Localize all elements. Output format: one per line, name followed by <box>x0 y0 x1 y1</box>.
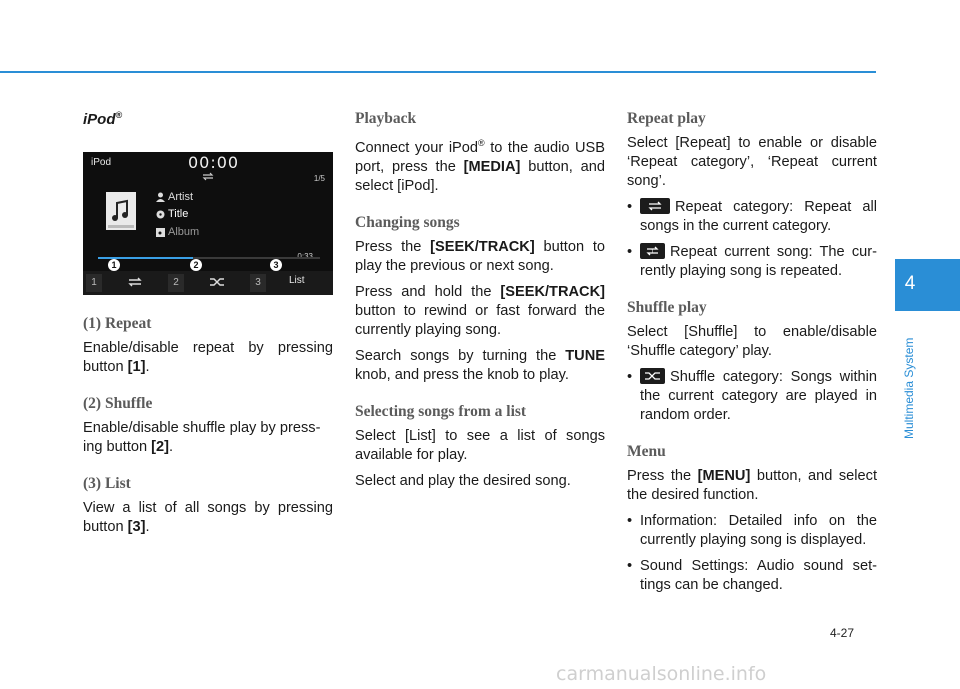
repeat-status-icon <box>201 172 215 181</box>
album-label: Album <box>168 226 200 238</box>
list-item: • Shuffle category: Songs within the current category are played in random order. <box>627 368 877 425</box>
repeat-category-icon <box>640 198 670 214</box>
track-count: 1/5 <box>313 174 325 183</box>
shuffle-play-heading: Shuffle play <box>627 299 707 316</box>
changing-text-3: Search songs by turning the TUNE knob, and press the knob to play. <box>355 347 605 383</box>
menu-text: Press the [MENU] button, and select the desired function. <box>627 468 878 503</box>
header-rule <box>0 71 876 73</box>
artist-label: Artist <box>168 191 194 203</box>
album-icon <box>156 228 165 237</box>
repeat-play-text: Select [Repeat] to enable or disable ‘Repeat category’, ‘Repeat current song’. <box>627 135 877 189</box>
button-3-number: 3 <box>250 274 266 292</box>
music-note-icon <box>106 192 136 230</box>
column-3 <box>627 108 877 602</box>
shuffle-list <box>627 368 877 425</box>
chapter-label: Multimedia System <box>902 337 916 439</box>
page-number: 4-27 <box>830 626 855 640</box>
menu-list <box>627 512 877 595</box>
repeat-list <box>627 198 877 281</box>
list-item: • Repeat category: Repeat all songs in the current category. <box>627 198 877 236</box>
playback-heading: Playback <box>355 110 417 127</box>
select-text-2: Select and play the desired song. <box>355 472 571 489</box>
button-2-number: 2 <box>168 274 184 292</box>
list-item: • Sound Settings: Audio sound set-tings can be changed. <box>627 557 877 595</box>
repeat-heading: (1) Repeat <box>83 315 152 332</box>
watermark: carmanualsonline.info <box>556 663 767 685</box>
shuffle-play-text: Select [Shuffle] to enable/disable ‘Shuffle category’ play. <box>627 324 877 359</box>
callout-2: 2 <box>190 259 202 271</box>
shuffle-heading: (2) Shuffle <box>83 395 153 412</box>
repeat-text: Enable/disable repeat by pressing button [1]. <box>83 340 333 375</box>
menu-heading: Menu <box>627 443 666 460</box>
repeat-play-heading: Repeat play <box>627 110 706 127</box>
callout-3: 3 <box>270 259 282 271</box>
shuffle-button-icon[interactable] <box>209 276 225 288</box>
list-item: • 1 Repeat current song: The cur-rently playing song is repeated. <box>627 243 877 281</box>
svg-text:1: • 1 <box>651 249 655 255</box>
callout-1: 1 <box>108 259 120 271</box>
song-title-label: Title <box>168 208 189 220</box>
screen-title: iPod <box>91 157 112 168</box>
chapter-number: 4 <box>904 273 916 294</box>
list-button[interactable]: List <box>289 275 305 286</box>
list-item: • Information: Detailed info on the currently playing song is displayed. <box>627 512 877 550</box>
playback-text: Connect your iPod® to the audio USB port, press the [MEDIA] button, and select [iPod]. <box>355 138 606 194</box>
list-text: View a list of all songs by pressing button [3]. <box>83 500 333 535</box>
ipod-heading: iPod® <box>83 110 123 128</box>
progress-bar[interactable] <box>98 257 320 259</box>
ipod-screen-illustration <box>83 152 333 295</box>
changing-songs-heading: Changing songs <box>355 213 460 231</box>
changing-text-1: Press the [SEEK/TRACK] button to play the previous or next song. <box>355 238 605 274</box>
selecting-songs-heading: Selecting songs from a list <box>355 402 527 420</box>
column-1 <box>83 108 333 544</box>
shuffle-icon <box>640 368 665 384</box>
shuffle-text: Enable/disable shuffle play by press-ing button [2]. <box>83 420 321 455</box>
person-icon <box>156 192 165 202</box>
repeat-one-icon <box>640 243 665 259</box>
list-heading: (3) List <box>83 475 131 492</box>
changing-text-2: Press and hold the [SEEK/TRACK] button to rewind or fast forward the currently playing song. <box>355 283 605 338</box>
screen-time: 00:00 <box>188 153 240 172</box>
select-text-1: Select [List] to see a list of songs available for play. <box>355 427 605 463</box>
button-1-number: 1 <box>86 274 102 292</box>
column-2 <box>355 108 605 498</box>
repeat-button-icon[interactable] <box>127 276 143 288</box>
disc-icon <box>156 210 165 219</box>
